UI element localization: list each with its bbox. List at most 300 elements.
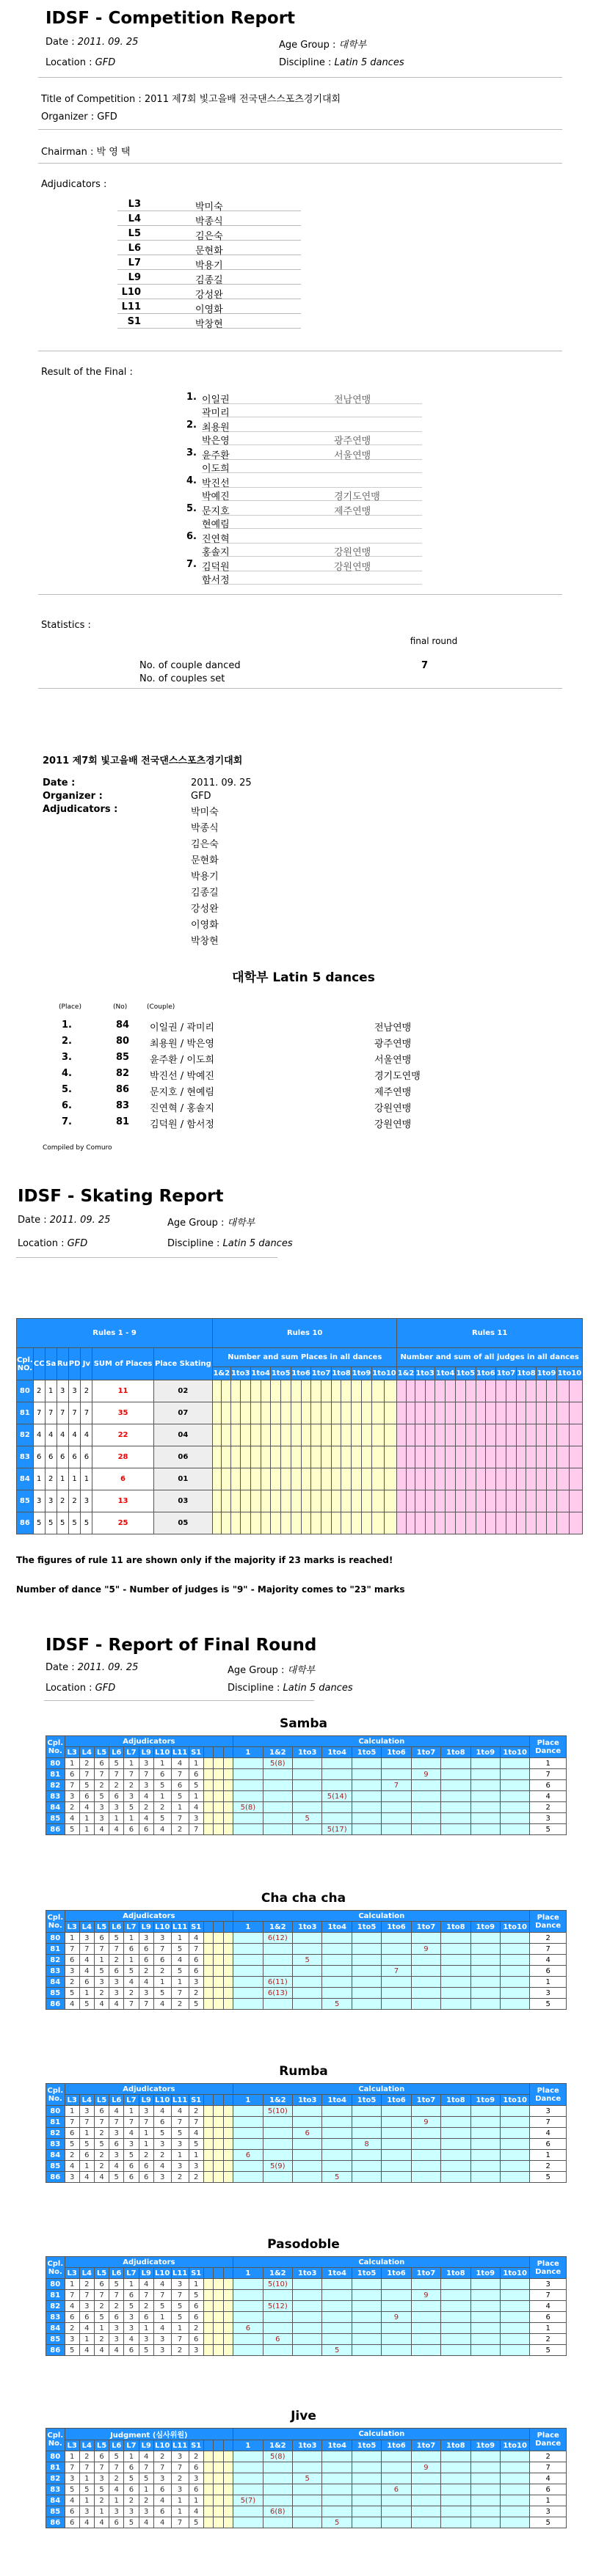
result-entry	[117, 531, 371, 558]
follower-name: 함서정	[202, 575, 230, 586]
calc-cell	[322, 1966, 352, 1977]
judge-mark: 3	[153, 2473, 171, 2484]
rule10-cell	[311, 1446, 321, 1468]
judge-mark: 1	[124, 1758, 139, 1769]
calc-col-header: 1to6	[382, 2268, 411, 2279]
result-club: 전남연맹	[334, 395, 371, 406]
judge-mark: 7	[94, 2117, 109, 2128]
result-follower	[202, 461, 422, 473]
mark-empty	[223, 1999, 233, 2010]
calc-cell	[233, 1769, 263, 1780]
place-dance: 4	[530, 2128, 567, 2139]
judge-mark: 4	[153, 2495, 171, 2506]
rule11-cell	[446, 1468, 456, 1490]
rule10-cell	[230, 1402, 241, 1424]
judge-mark: 2	[189, 2106, 203, 2117]
summary-row	[59, 1052, 499, 1068]
result-rank: 4.	[186, 475, 197, 486]
calc-cell	[322, 2506, 352, 2517]
rule10-cell	[352, 1402, 362, 1424]
dance-place: 3	[57, 1380, 68, 1402]
judge-header-empty	[223, 2268, 233, 2279]
calc-cell	[263, 2128, 292, 2139]
rule10-cell	[261, 1468, 271, 1490]
calc-cell	[441, 1791, 470, 1802]
calc-col-header: 1&2	[263, 2440, 292, 2451]
calc-cell: 9	[411, 1944, 440, 1955]
calc-cell	[382, 2517, 411, 2528]
place-dance: 3	[530, 1813, 567, 1824]
calc-cell	[441, 2323, 470, 2334]
judge-header-empty	[214, 2268, 223, 2279]
judge-mark: 1	[109, 1813, 124, 1824]
dance-place: 7	[33, 1402, 45, 1424]
judge-mark: 5	[94, 2139, 109, 2150]
judge-mark: 4	[153, 2323, 171, 2334]
judge-mark: 7	[79, 2117, 94, 2128]
rule11-cell	[556, 1446, 569, 1468]
dance-place: 7	[57, 1402, 68, 1424]
place-dance: 3	[530, 2279, 567, 2290]
calc-cell	[382, 2473, 411, 2484]
calc-cell	[263, 1769, 292, 1780]
rule10-cell	[213, 1402, 222, 1424]
judge-mark: 4	[124, 1977, 139, 1988]
judge-mark: 2	[153, 2451, 171, 2462]
rule11-cell	[570, 1446, 583, 1468]
fr-date: Date : 2011. 09. 25	[46, 1662, 139, 1673]
couple-no: 83	[17, 1446, 34, 1468]
judge-mark: 2	[124, 2495, 139, 2506]
dance-place: 3	[33, 1490, 45, 1512]
couple-no: 80	[46, 1933, 65, 1944]
calc-cell	[233, 1944, 263, 1955]
calc-cell	[322, 1955, 352, 1966]
calc-cell: 5	[322, 1999, 352, 2010]
result-entry	[117, 420, 371, 447]
judge-mark: 1	[189, 2279, 203, 2290]
cpl-no-header: Cpl. No.	[46, 2429, 65, 2451]
judge-mark: 1	[124, 2279, 139, 2290]
rule10-cell	[213, 1446, 222, 1468]
adjudicators-header: Adjudicators	[65, 1736, 233, 1747]
rule11-cell	[425, 1446, 435, 1468]
rule10-cell	[291, 1446, 301, 1468]
calc-col-header: 1to5	[352, 2440, 381, 2451]
judge-mark: 2	[65, 1802, 79, 1813]
couple-no: 82	[17, 1424, 34, 1446]
dance-place: 7	[45, 1402, 57, 1424]
couple-no: 81	[46, 1944, 65, 1955]
judge-mark: 7	[189, 1944, 203, 1955]
mark-empty	[203, 2150, 213, 2161]
calc-cell	[352, 1813, 381, 1824]
rule11-cell	[465, 1468, 476, 1490]
calc-col-header: 1to3	[293, 2440, 322, 2451]
place-dance: 4	[530, 1955, 567, 1966]
rule11-cell	[506, 1512, 516, 1534]
summary-adjudicator: 이영화	[191, 920, 219, 931]
mark-empty	[214, 1988, 223, 1999]
rule11-cell	[496, 1468, 506, 1490]
judge-header-empty	[203, 1922, 213, 1933]
rule11-cell	[476, 1468, 486, 1490]
r11-sub-header: Number and sum of all judges in all dances	[397, 1348, 583, 1367]
calc-cell	[382, 1944, 411, 1955]
calc-cell	[263, 2473, 292, 2484]
final-round-row	[46, 2484, 567, 2495]
calc-cell	[322, 2290, 352, 2301]
mark-empty	[203, 1780, 213, 1791]
calc-cell: 5(8)	[263, 1758, 292, 1769]
dance-title: Jive	[291, 2409, 316, 2423]
mark-empty	[203, 2506, 213, 2517]
summary-row	[59, 1084, 499, 1100]
calc-col-header: 1&2	[263, 2268, 292, 2279]
adjudicator-code: L4	[128, 213, 141, 224]
calc-col-header: 1	[233, 2440, 263, 2451]
judge-mark: 4	[79, 1966, 94, 1977]
judge-header: L6	[109, 2440, 124, 2451]
calc-cell	[263, 1966, 292, 1977]
calc-cell	[411, 2312, 440, 2323]
couple-no: 82	[46, 1955, 65, 1966]
rule11-cell	[455, 1446, 465, 1468]
rule10-cell	[321, 1512, 332, 1534]
mark-empty	[214, 1802, 223, 1813]
rule10-cell	[301, 1468, 311, 1490]
calc-cell	[263, 2495, 292, 2506]
calc-cell	[441, 1944, 470, 1955]
calc-cell	[411, 2106, 440, 2117]
judge-mark: 3	[94, 1813, 109, 1824]
calc-col-header: 1to5	[352, 2095, 381, 2106]
calc-col-header: 1&2	[263, 2095, 292, 2106]
dance-place: 3	[45, 1490, 57, 1512]
summary-no: 81	[116, 1116, 130, 1127]
adjudicator-code: L5	[128, 228, 141, 239]
r10-range-header: 1to7	[311, 1367, 331, 1380]
calc-cell	[470, 2312, 500, 2323]
judge-mark: 1	[153, 1758, 171, 1769]
mark-empty	[214, 2517, 223, 2528]
calc-cell	[441, 2161, 470, 2172]
calc-cell	[500, 1791, 529, 1802]
rule10-cell	[321, 1424, 332, 1446]
judge-mark: 5	[171, 1944, 189, 1955]
dance-place: 1	[57, 1468, 68, 1490]
calc-cell	[470, 1988, 500, 1999]
calc-cell	[382, 1791, 411, 1802]
calc-cell	[233, 2301, 263, 2312]
summary-adjudicator: 강성완	[191, 904, 219, 915]
calc-cell	[382, 2334, 411, 2345]
judge-mark: 2	[139, 2150, 153, 2161]
calc-cell: 5(10)	[263, 2106, 292, 2117]
summary-adjudicator: 박용기	[191, 871, 219, 882]
calc-cell	[382, 1933, 411, 1944]
judge-mark: 6	[109, 1791, 124, 1802]
judge-mark: 6	[79, 1977, 94, 1988]
calc-cell	[352, 2495, 381, 2506]
calc-cell	[352, 2451, 381, 2462]
judge-mark: 1	[171, 2323, 189, 2334]
adjudicator-name: 박종식	[195, 216, 223, 227]
rule11-cell	[476, 1512, 486, 1534]
judge-mark: 3	[153, 1933, 171, 1944]
summary-club: 강원연맹	[374, 1119, 412, 1130]
judge-mark: 2	[171, 2345, 189, 2356]
calc-cell	[233, 2128, 263, 2139]
result-club: 강원연맹	[334, 562, 371, 573]
mark-empty	[223, 2139, 233, 2150]
rule10-cell	[384, 1424, 396, 1446]
place-dance: 6	[530, 2139, 567, 2150]
mark-empty	[214, 1758, 223, 1769]
judge-mark: 1	[109, 2495, 124, 2506]
judge-mark: 7	[171, 2517, 189, 2528]
rule10-cell	[331, 1490, 341, 1512]
calc-cell	[233, 1988, 263, 1999]
summary-adjudicator: 문현화	[191, 855, 219, 866]
rule10-cell	[230, 1446, 241, 1468]
judge-header: L5	[94, 2095, 109, 2106]
calc-cell	[293, 2462, 322, 2473]
adjudicator-code: L6	[128, 243, 141, 254]
place-dance: 3	[530, 2506, 567, 2517]
judge-mark: 7	[139, 2462, 153, 2473]
final-round-row	[46, 2161, 567, 2172]
mark-empty	[223, 1988, 233, 1999]
judge-mark: 7	[124, 2117, 139, 2128]
judge-mark: 3	[153, 2172, 171, 2183]
dance-place: 5	[81, 1512, 92, 1534]
calc-cell	[382, 2323, 411, 2334]
calc-cell	[411, 2161, 440, 2172]
calc-col-header: 1to7	[411, 2268, 440, 2279]
calc-cell	[322, 1769, 352, 1780]
rule10-cell	[371, 1424, 384, 1446]
calc-cell	[233, 1791, 263, 1802]
calc-cell	[293, 2312, 322, 2323]
couple-no: 82	[46, 2473, 65, 2484]
mark-empty	[214, 2506, 223, 2517]
calc-cell	[441, 2128, 470, 2139]
judge-mark: 7	[94, 1944, 109, 1955]
calc-cell: 5(10)	[263, 2279, 292, 2290]
calc-cell	[233, 2172, 263, 2183]
judge-header: L9	[139, 1922, 153, 1933]
mark-empty	[214, 2484, 223, 2495]
mark-empty	[214, 2279, 223, 2290]
calc-cell	[382, 2106, 411, 2117]
rule10-cell	[281, 1380, 291, 1402]
judge-mark: 5	[94, 2312, 109, 2323]
divider	[16, 1257, 277, 1258]
judge-header: L5	[94, 1922, 109, 1933]
mark-empty	[203, 1977, 213, 1988]
judge-mark: 6	[94, 2451, 109, 2462]
place-skating: 06	[153, 1446, 212, 1468]
couple-no: 86	[46, 2172, 65, 2183]
mark-empty	[203, 2128, 213, 2139]
judge-mark: 6	[109, 2139, 124, 2150]
calc-cell	[233, 1824, 263, 1835]
judge-mark: 1	[171, 2506, 189, 2517]
judge-mark: 6	[124, 2161, 139, 2172]
calc-cell	[411, 1780, 440, 1791]
final-round-row	[46, 2506, 567, 2517]
calc-cell	[470, 2462, 500, 2473]
mark-empty	[223, 2451, 233, 2462]
judge-header-empty	[214, 1747, 223, 1758]
rule11-cell	[435, 1512, 446, 1534]
summary-row	[59, 1036, 499, 1052]
couple-no: 81	[46, 2290, 65, 2301]
place-dance: 1	[530, 1758, 567, 1769]
judge-mark: 7	[79, 2290, 94, 2301]
sum-of-places: 13	[92, 1490, 153, 1512]
rule10-cell	[384, 1380, 396, 1402]
place-skating-header: Place Skating	[153, 1348, 212, 1380]
judge-mark: 2	[171, 1824, 189, 1835]
calc-col-header: 1to4	[322, 2095, 352, 2106]
couple-no: 84	[17, 1468, 34, 1490]
r11-range-header: 1to10	[556, 1367, 582, 1380]
final-round-row	[46, 2117, 567, 2128]
summary-col-couple: (Couple)	[147, 1003, 175, 1011]
calc-cell	[293, 2495, 322, 2506]
mark-empty	[214, 2117, 223, 2128]
rule10-cell	[261, 1380, 271, 1402]
sk-location: Location : GFD	[18, 1238, 88, 1249]
mark-empty	[214, 2290, 223, 2301]
sum-of-places: 28	[92, 1446, 153, 1468]
judge-mark: 4	[79, 2172, 94, 2183]
rule11-cell	[446, 1446, 456, 1468]
calc-col-header: 1to6	[382, 1747, 411, 1758]
calc-cell	[293, 2106, 322, 2117]
calc-cell	[322, 2495, 352, 2506]
mark-empty	[203, 2484, 213, 2495]
judge-mark: 3	[171, 2484, 189, 2495]
rule10-cell	[384, 1402, 396, 1424]
adjudicators-header: Adjudicators	[65, 2084, 233, 2095]
judge-mark: 6	[189, 2484, 203, 2495]
rule10-cell	[213, 1380, 222, 1402]
judge-mark: 3	[109, 2323, 124, 2334]
final-round-row	[46, 2301, 567, 2312]
judge-mark: 5	[79, 2484, 94, 2495]
calc-cell	[500, 2150, 529, 2161]
judge-mark: 1	[189, 2495, 203, 2506]
result-follower	[202, 572, 422, 585]
summary-date: 2011. 09. 25	[191, 777, 252, 788]
judge-mark: 7	[189, 1824, 203, 1835]
rule10-cell	[281, 1424, 291, 1446]
judge-header: L3	[65, 2440, 79, 2451]
calc-cell: 6	[382, 2484, 411, 2495]
final-round-table	[46, 1735, 567, 1835]
judge-mark: 1	[79, 1988, 94, 1999]
rule11-cell	[425, 1490, 435, 1512]
rule10-cell	[281, 1468, 291, 1490]
rule11-cell	[476, 1380, 486, 1402]
judge-mark: 3	[139, 1933, 153, 1944]
calc-cell	[382, 2495, 411, 2506]
calculation-header: Calculation	[233, 2084, 530, 2095]
rule11-cell	[547, 1446, 557, 1468]
mark-empty	[203, 2323, 213, 2334]
rule10-cell	[311, 1468, 321, 1490]
judge-mark: 6	[189, 1955, 203, 1966]
skating-row	[17, 1402, 583, 1424]
couple-no: 80	[46, 2451, 65, 2462]
judge-mark: 5	[109, 2279, 124, 2290]
calc-cell	[411, 2128, 440, 2139]
divider	[38, 129, 562, 130]
calc-cell	[500, 2106, 529, 2117]
judge-mark: 4	[109, 2484, 124, 2495]
rule10-cell	[341, 1512, 352, 1534]
calc-cell	[470, 2345, 500, 2356]
judge-mark: 2	[124, 1780, 139, 1791]
judge-mark: 6	[124, 2290, 139, 2301]
judge-mark: 4	[171, 1955, 189, 1966]
rule10-cell	[241, 1402, 251, 1424]
judge-mark: 5	[79, 1780, 94, 1791]
rule10-cell	[341, 1490, 352, 1512]
judge-mark: 6	[139, 2172, 153, 2183]
mark-empty	[203, 2345, 213, 2356]
calc-cell	[441, 1999, 470, 2010]
judge-mark: 5	[65, 2345, 79, 2356]
mark-empty	[214, 1769, 223, 1780]
rule11-cell	[406, 1468, 415, 1490]
calc-cell	[441, 2106, 470, 2117]
calc-cell	[382, 2150, 411, 2161]
leader-name: 진연혁	[202, 534, 230, 545]
couple-no: 81	[46, 2462, 65, 2473]
summary-no: 84	[116, 1020, 130, 1031]
rule11-cell	[486, 1380, 496, 1402]
calc-col-header: 1to5	[352, 1747, 381, 1758]
summary-club: 서울연맹	[374, 1055, 412, 1066]
judge-mark: 4	[109, 2106, 124, 2117]
calc-cell	[322, 2117, 352, 2128]
judge-mark: 5	[65, 2139, 79, 2150]
skating-row	[17, 1490, 583, 1512]
judge-mark: 7	[79, 1769, 94, 1780]
judge-mark: 1	[79, 1813, 94, 1824]
judge-mark: 2	[94, 1780, 109, 1791]
judge-mark: 1	[171, 2495, 189, 2506]
calc-cell	[322, 2473, 352, 2484]
rule11-cell	[465, 1402, 476, 1424]
result-rank: 1.	[186, 392, 197, 403]
judge-mark: 5	[124, 1966, 139, 1977]
place-dance: 5	[530, 2172, 567, 2183]
judge-header-empty	[203, 1747, 213, 1758]
judge-mark: 6	[189, 2462, 203, 2473]
calc-cell	[500, 1933, 529, 1944]
final-round-row	[46, 1944, 567, 1955]
judge-mark: 6	[171, 1780, 189, 1791]
dance-title: Rumba	[279, 2064, 328, 2079]
rule10-cell	[331, 1512, 341, 1534]
mark-empty	[214, 2345, 223, 2356]
judge-mark: 7	[153, 1944, 171, 1955]
